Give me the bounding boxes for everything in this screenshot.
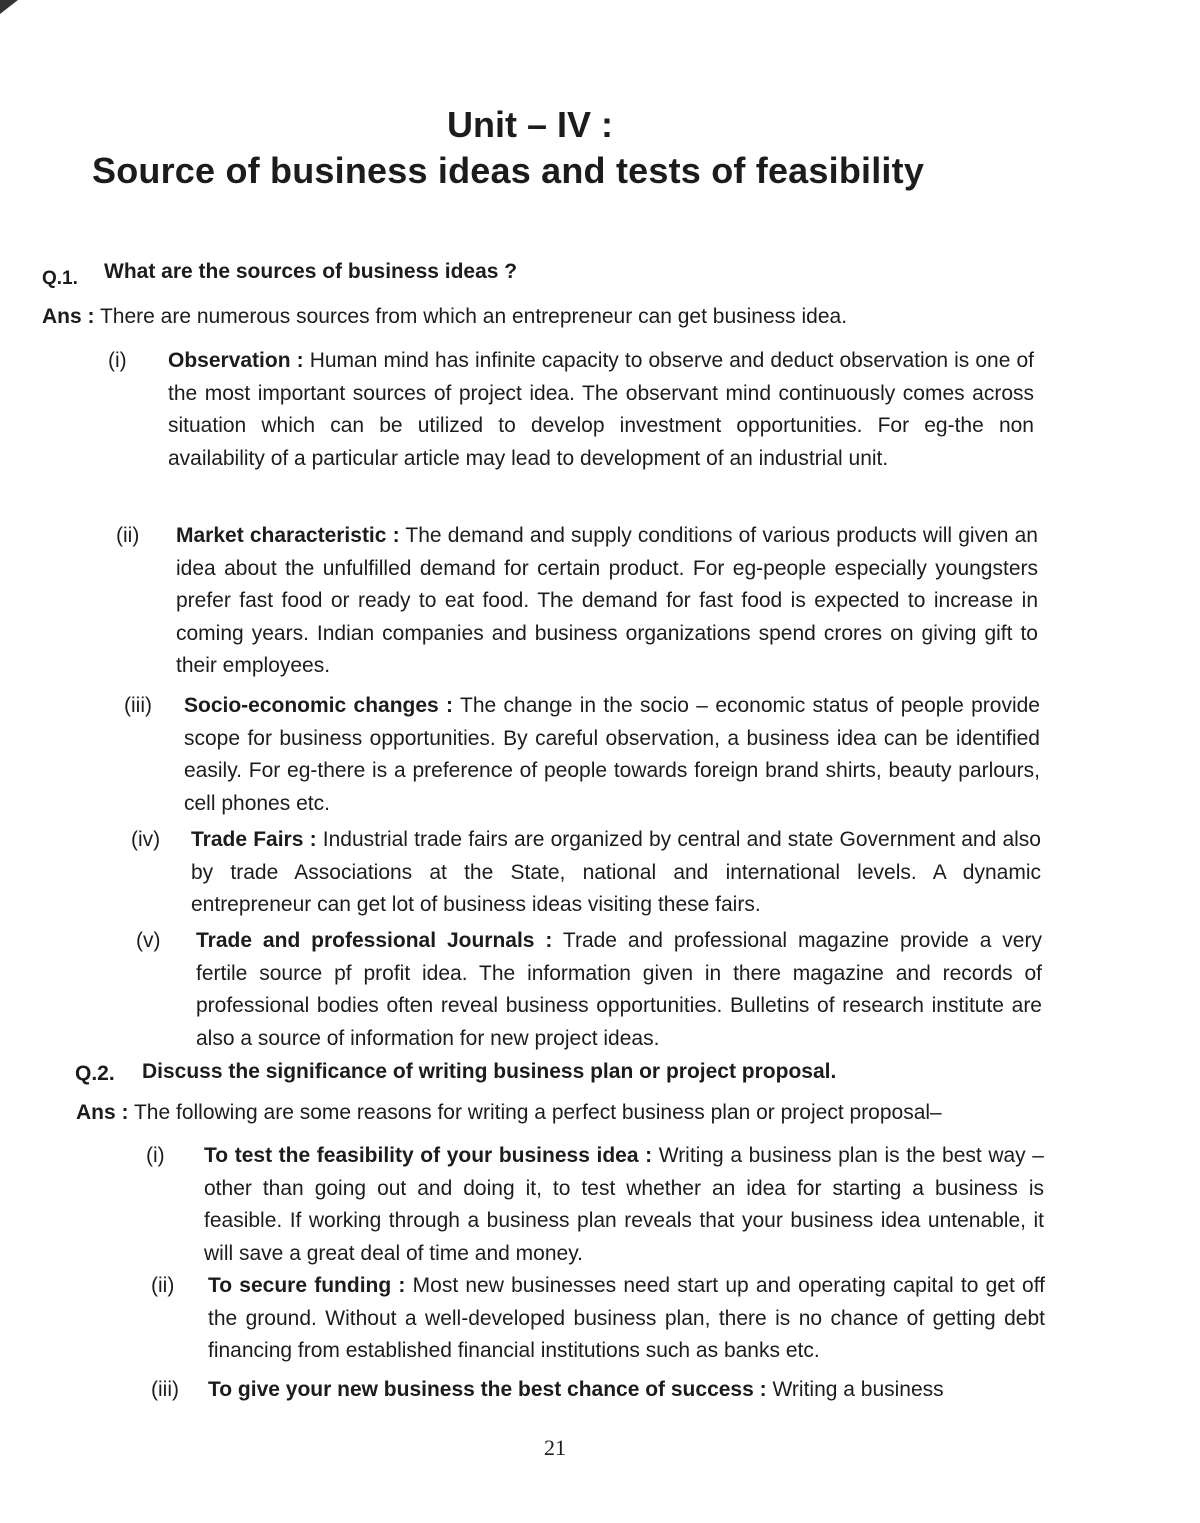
item-number: (iii): [151, 1378, 179, 1401]
item-number: (ii): [116, 524, 140, 547]
question-1: [42, 260, 1042, 290]
item-text: The demand and supply conditions of various products will given an idea about the unfulfilled demand for certain product. For eg-people especially youngsters prefer fast food or ready to eat food. The demand for fast food is expected to increase in coming years. Indian companies and business organizations spend crores on giving gift to their employees.: [176, 524, 1038, 677]
answer-text: The following are some reasons for writing a perfect business plan or project proposal–: [133, 1101, 942, 1124]
item-term: Market characteristic :: [176, 524, 400, 547]
item-body: [176, 520, 1038, 683]
item-body: [196, 925, 1042, 1055]
item-term: To test the feasibility of your business idea :: [204, 1144, 653, 1167]
item-body: [208, 1270, 1045, 1368]
item-term: Trade and professional Journals :: [196, 929, 553, 952]
item-body: [191, 824, 1041, 922]
item-number: (i): [146, 1144, 165, 1167]
item-text: The change in the socio – economic status of people provide scope for business opportunities. By careful observation, a business idea can be identified easily. For eg-there is a preference of people towards foreign brand shirts, beauty parlours, cell phones etc.: [184, 694, 1040, 815]
item-term: To give your new business the best chance of success :: [208, 1378, 767, 1401]
item-body: [208, 1374, 1045, 1407]
answer-2-intro: [76, 1101, 1056, 1125]
answer-1-intro: [42, 305, 1042, 329]
answer-label: Ans :: [76, 1101, 129, 1124]
item-number: (iii): [124, 694, 152, 717]
item-text: Human mind has infinite capacity to observe and deduct observation is one of the most important sources of project idea. The observant mind continuously comes across situation which can be utilized to develop investment opportunities. For eg-the non availability of a particular article may lead to development of an industrial unit.: [168, 349, 1034, 470]
item-text: Writing a business plan is the best way – other than going out and doing it, to test whether an idea for starting a business is feasible. If working through a business plan reveals that your business idea untenable, it will save a great deal of time and money.: [204, 1144, 1044, 1265]
chapter-title: Source of business ideas and tests of feasibility: [92, 150, 925, 191]
item-text: Industrial trade fairs are organized by central and state Government and also by trade Associations at the State, national and international levels. A dynamic entrepreneur can get lot of business ideas visiting these fairs.: [191, 828, 1041, 916]
question-text: Discuss the significance of writing business plan or project proposal.: [142, 1060, 837, 1083]
item-number: (iv): [131, 828, 161, 851]
item-body: [168, 345, 1034, 475]
item-text: Writing a business: [772, 1378, 944, 1401]
item-number: (ii): [151, 1274, 175, 1297]
item-number: (v): [136, 929, 161, 952]
item-body: [184, 690, 1040, 820]
question-number: Q.1.: [42, 268, 78, 289]
answer-label: Ans :: [42, 305, 95, 328]
item-term: Observation :: [168, 349, 304, 372]
question-number: Q.2.: [75, 1062, 115, 1085]
question-2: [75, 1060, 1075, 1090]
item-number: (i): [108, 349, 127, 372]
item-term: Socio-economic changes :: [184, 694, 454, 717]
scan-corner-mark: [0, 0, 18, 14]
item-text: Most new businesses need start up and operating capital to get off the ground. Without a well-developed business plan, there is no chance of getting debt financing from established financial institutions such as banks etc.: [208, 1274, 1045, 1362]
question-text: What are the sources of business ideas ?: [104, 260, 518, 283]
page-number: 21: [544, 1435, 566, 1460]
item-term: Trade Fairs :: [191, 828, 317, 851]
item-body: [204, 1140, 1044, 1270]
answer-text: There are numerous sources from which an entrepreneur can get business idea.: [99, 305, 848, 328]
item-text: Trade and professional magazine provide a very fertile source pf profit idea. The information given in there magazine and records of professional bodies often reveal business opportunities. Bulletins of research institute are also a source of information for new project ideas.: [196, 929, 1042, 1050]
item-term: To secure funding :: [208, 1274, 406, 1297]
unit-heading: Unit – IV :: [446, 104, 613, 145]
